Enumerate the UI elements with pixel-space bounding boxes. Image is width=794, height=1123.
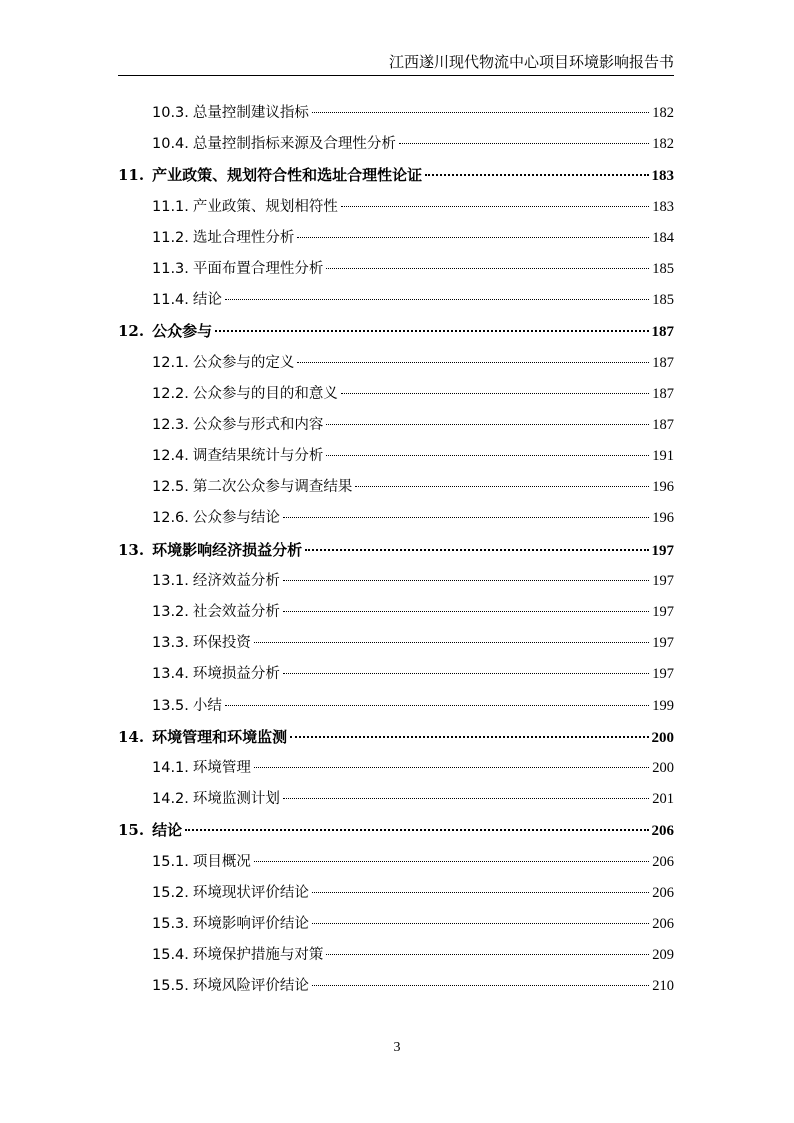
- toc-entry-title: 环境损益分析: [192, 666, 280, 683]
- toc-entry-number: 12.5.: [152, 479, 189, 496]
- toc-entry-number: 10.4.: [152, 136, 189, 153]
- toc-entry-title: 结论: [192, 292, 222, 309]
- toc-section-entry[interactable]: [118, 413, 674, 444]
- toc-entry-title: 环境监测计划: [192, 791, 280, 808]
- toc-dot-leader: [225, 299, 649, 300]
- toc-entry-title: 环境现状评价结论: [192, 884, 309, 901]
- toc-entry-number: 12.4.: [152, 448, 189, 465]
- toc-chapter-entry[interactable]: [118, 319, 674, 350]
- toc-entry-title: 公众参与的定义: [192, 354, 295, 371]
- toc-chapter-entry[interactable]: [118, 725, 674, 756]
- toc-entry-page: 206: [652, 915, 674, 932]
- toc-chapter-entry[interactable]: [118, 818, 674, 849]
- toc-entry-number: 14.1.: [152, 759, 189, 776]
- toc-entry-title: 经济效益分析: [192, 572, 280, 589]
- toc-dot-leader: [254, 642, 649, 643]
- toc-dot-leader: [297, 237, 649, 238]
- toc-entry-page: 182: [652, 105, 674, 121]
- toc-entry-page: 191: [652, 448, 674, 465]
- toc-entry-title: 环境管理: [192, 759, 251, 776]
- toc-dot-leader: [283, 611, 649, 612]
- toc-dot-leader: [312, 112, 649, 113]
- toc-entry-title: 社会效益分析: [192, 604, 280, 620]
- toc-entry-title: 调查结果统计与分析: [192, 448, 324, 465]
- toc-entry-page: 187: [652, 354, 674, 371]
- toc-entry-page: 199: [652, 697, 674, 714]
- toc-entry-title: 第二次公众参与调查结果: [192, 479, 353, 496]
- toc-entry-number: 12.3.: [152, 416, 189, 433]
- toc-entry-title: 公众参与的目的和意义: [192, 385, 338, 402]
- document-header-title: 江西遂川现代物流中心项目环境影响报告书: [388, 53, 674, 71]
- toc-dot-leader: [283, 673, 649, 674]
- toc-section-entry[interactable]: [118, 101, 674, 132]
- toc-entry-title: 公众参与: [152, 322, 213, 341]
- toc-dot-leader: [305, 549, 648, 551]
- toc-entry-page: 187: [652, 416, 674, 433]
- toc-section-entry[interactable]: [118, 974, 674, 1005]
- toc-entry-number: 11.: [118, 166, 145, 185]
- toc-dot-leader: [185, 829, 648, 831]
- toc-section-entry[interactable]: [118, 506, 674, 537]
- toc-section-entry[interactable]: [118, 694, 674, 725]
- toc-entry-title: 结论: [152, 821, 183, 840]
- toc-dot-leader: [326, 424, 649, 425]
- toc-entry-title: 产业政策、规划相符性: [192, 198, 338, 215]
- toc-dot-leader: [326, 455, 649, 456]
- toc-entry-page: 206: [652, 884, 674, 901]
- toc-entry-number: 15.5.: [152, 978, 189, 995]
- toc-section-entry[interactable]: [118, 132, 674, 163]
- toc-entry-number: 11.3.: [152, 260, 189, 277]
- toc-entry-title: 选址合理性分析: [192, 229, 295, 246]
- toc-entry-title: 总量控制指标来源及合理性分析: [192, 136, 396, 153]
- toc-dot-leader: [215, 330, 648, 332]
- toc-entry-page: 196: [652, 510, 674, 527]
- toc-entry-page: 183: [652, 198, 674, 215]
- toc-entry-page: 184: [652, 229, 674, 246]
- toc-entry-page: 206: [651, 823, 674, 840]
- toc-dot-leader: [326, 268, 649, 269]
- toc-section-entry[interactable]: [118, 756, 674, 787]
- toc-entry-number: 13.4.: [152, 666, 189, 683]
- toc-entry-page: 185: [652, 260, 674, 277]
- toc-dot-leader: [312, 892, 649, 893]
- toc-entry-title: 环境影响经济损益分析: [152, 540, 303, 559]
- toc-entry-number: 13.5.: [152, 697, 189, 714]
- toc-entry-number: 12.2.: [152, 385, 189, 402]
- toc-chapter-entry[interactable]: [118, 538, 674, 569]
- toc-entry-page: 200: [652, 759, 674, 776]
- toc-entry-title: 小结: [192, 697, 222, 714]
- toc-entry-title: 环境风险评价结论: [192, 978, 309, 995]
- toc-dot-leader: [283, 580, 649, 581]
- toc-entry-title: 公众参与形式和内容: [192, 416, 324, 433]
- toc-dot-leader: [399, 143, 649, 144]
- toc-section-entry[interactable]: [118, 569, 674, 600]
- toc-entry-page: 201: [652, 791, 674, 808]
- toc-entry-title: 环境影响评价结论: [192, 915, 309, 932]
- toc-entry-page: 206: [652, 853, 674, 870]
- toc-entry-page: 197: [652, 572, 674, 589]
- toc-section-entry[interactable]: [118, 662, 674, 693]
- toc-entry-number: 15.4.: [152, 947, 189, 964]
- toc-entry-number: 13.3.: [152, 635, 189, 652]
- toc-entry-number: 12.1.: [152, 354, 189, 371]
- toc-section-entry[interactable]: [118, 631, 674, 662]
- toc-entry-title: 总量控制建议指标: [192, 105, 309, 121]
- toc-entry-number: 15.: [118, 821, 145, 840]
- toc-entry-title: 平面布置合理性分析: [192, 260, 324, 277]
- toc-dot-leader: [290, 736, 648, 738]
- toc-section-entry[interactable]: [118, 475, 674, 506]
- toc-entry-title: 产业政策、规划符合性和选址合理性论证: [152, 166, 423, 185]
- toc-section-entry[interactable]: [118, 787, 674, 818]
- toc-entry-page: 185: [652, 292, 674, 309]
- toc-section-entry[interactable]: [118, 943, 674, 974]
- toc-entry-page: 183: [651, 168, 674, 185]
- toc-entry-title: 项目概况: [192, 853, 251, 870]
- toc-dot-leader: [283, 798, 649, 799]
- toc-section-entry[interactable]: [118, 600, 674, 631]
- toc-dot-leader: [425, 174, 648, 176]
- toc-entry-page: 187: [651, 324, 674, 341]
- toc-entry-page: 197: [651, 542, 674, 559]
- toc-entry-page: 197: [652, 604, 674, 620]
- toc-entry-page: 197: [652, 635, 674, 652]
- toc-dot-leader: [254, 861, 649, 862]
- toc-dot-leader: [341, 393, 649, 394]
- toc-entry-number: 13.2.: [152, 604, 189, 620]
- toc-section-entry[interactable]: [118, 288, 674, 319]
- toc-section-entry[interactable]: [118, 257, 674, 288]
- toc-entry-number: 13.: [118, 540, 145, 559]
- toc-entry-title: 公众参与结论: [192, 510, 280, 527]
- toc-entry-title: 环境保护措施与对策: [192, 947, 324, 964]
- toc-chapter-entry[interactable]: [118, 163, 674, 194]
- toc-section-entry[interactable]: [118, 850, 674, 881]
- table-of-contents: [118, 101, 674, 1005]
- toc-entry-number: 13.1.: [152, 572, 189, 589]
- toc-entry-page: 197: [652, 666, 674, 683]
- toc-entry-number: 11.1.: [152, 198, 189, 215]
- toc-dot-leader: [254, 767, 649, 768]
- toc-entry-page: 209: [652, 947, 674, 964]
- toc-dot-leader: [312, 985, 649, 986]
- toc-entry-page: 200: [651, 729, 674, 746]
- toc-entry-number: 14.: [118, 727, 145, 746]
- toc-section-entry[interactable]: [118, 881, 674, 912]
- toc-dot-leader: [312, 923, 649, 924]
- toc-dot-leader: [283, 517, 649, 518]
- toc-entry-title: 环境管理和环境监测: [152, 727, 288, 746]
- toc-entry-number: 11.2.: [152, 229, 189, 246]
- header-divider: [118, 75, 674, 76]
- toc-section-entry[interactable]: [118, 351, 674, 382]
- toc-section-entry[interactable]: [118, 912, 674, 943]
- toc-entry-number: 10.3.: [152, 105, 189, 121]
- toc-entry-number: 15.3.: [152, 915, 189, 932]
- toc-dot-leader: [341, 206, 649, 207]
- toc-dot-leader: [326, 954, 649, 955]
- toc-entry-number: 12.: [118, 322, 145, 341]
- toc-section-entry[interactable]: [118, 226, 674, 257]
- toc-section-entry[interactable]: [118, 382, 674, 413]
- toc-entry-number: 14.2.: [152, 791, 189, 808]
- toc-entry-number: 15.1.: [152, 853, 189, 870]
- toc-entry-page: 210: [652, 978, 674, 995]
- toc-entry-title: 环保投资: [192, 635, 251, 652]
- toc-dot-leader: [225, 705, 649, 706]
- toc-section-entry[interactable]: [118, 195, 674, 226]
- toc-entry-page: 187: [652, 385, 674, 402]
- toc-section-entry[interactable]: [118, 444, 674, 475]
- toc-entry-page: 196: [652, 479, 674, 496]
- toc-dot-leader: [297, 362, 649, 363]
- toc-entry-page: 182: [652, 136, 674, 153]
- page-number: 3: [393, 1040, 401, 1055]
- toc-entry-number: 12.6.: [152, 510, 189, 527]
- toc-entry-number: 11.4.: [152, 292, 189, 309]
- toc-entry-number: 15.2.: [152, 884, 189, 901]
- toc-dot-leader: [355, 486, 649, 487]
